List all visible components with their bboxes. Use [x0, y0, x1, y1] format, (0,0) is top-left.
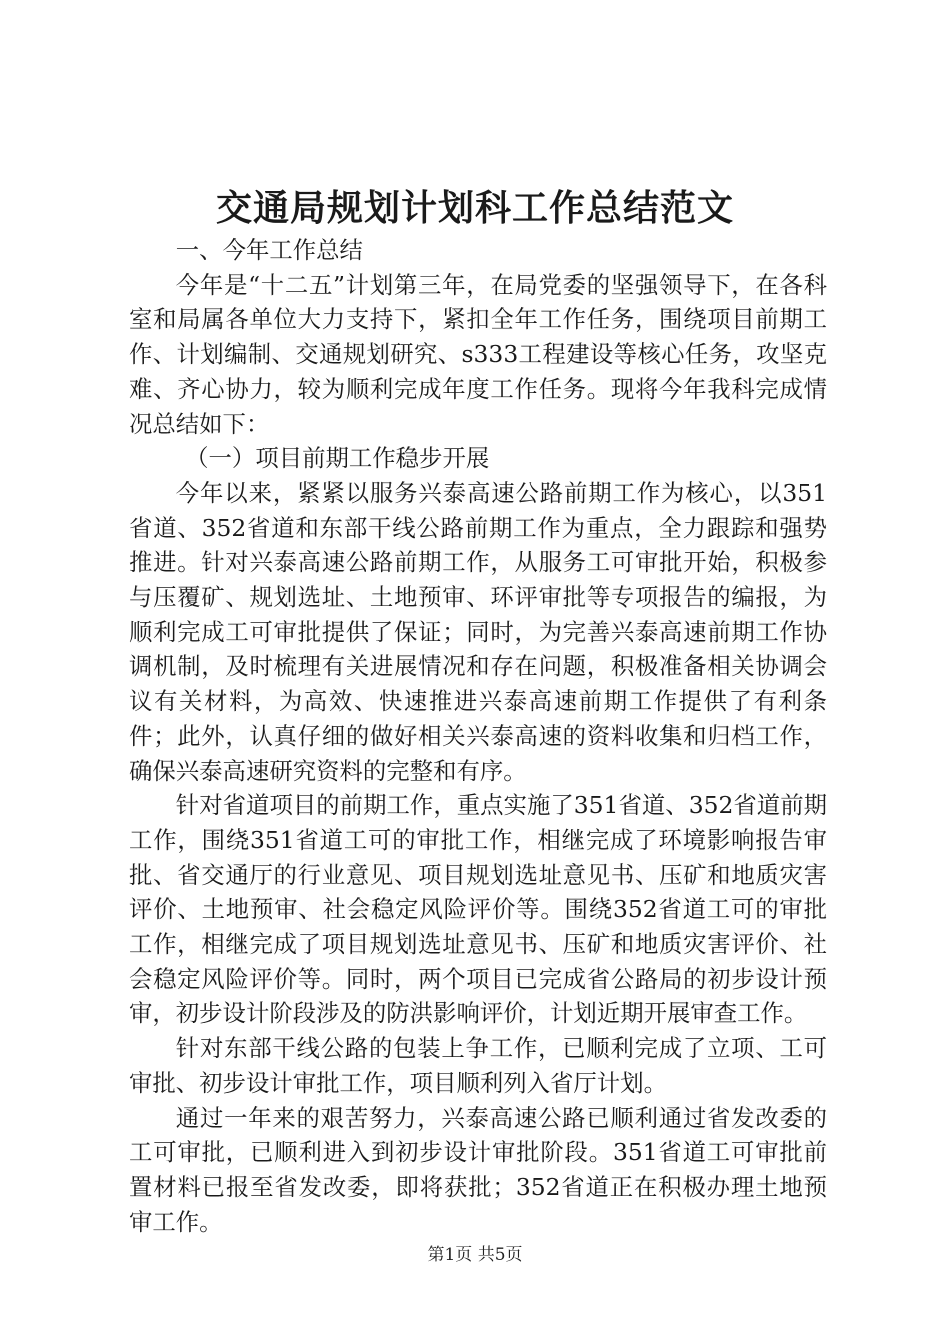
page-number-footer: 第1页 共5页: [427, 1245, 523, 1265]
paragraph: 针对东部干线公路的包装上争工作，已顺利完成了立项、工可审批、初步设计审批工作，项目顺利列入省厅计划。: [129, 1034, 827, 1097]
subsection-heading: （一）项目前期工作稳步开展: [185, 444, 490, 473]
document-body: [129, 233, 827, 1239]
paragraph: 今年以来，紧紧以服务兴泰高速公路前期工作为核心，以351省道、352省道和东部干线公路前期工作为重点，全力跟踪和强势推进。针对兴泰高速公路前期工作，从服务工可审批开始，积极参与压覆矿、规划选址、土地预审、环评审批等专项报告的编报，为顺利完成工可审批提供了保证；同时，为完善兴泰高速前期工作协调机制，及时梳理有关进展情况和存在问题，积极准备相关协调会议有关材料，为高效、快速推进兴泰高速前期工作提供了有利条件；此外，认真仔细的做好相关兴泰高速的资料收集和归档工作，确保兴泰高速研究资料的完整和有序。: [129, 478, 827, 785]
section-heading: 一、今年工作总结: [175, 236, 363, 264]
paragraph: 今年是“十二五”计划第三年，在局党委的坚强领导下，在各科室和局属各单位大力支持下，紧扣全年工作任务，围绕项目前期工作、计划编制、交通规划研究、s333工程建设等核心任务，攻坚克难、齐心协力，较为顺利完成年度工作任务。现将今年我科完成情况总结如下：: [129, 270, 827, 438]
paragraph: 通过一年来的艰苦努力，兴泰高速公路已顺利通过省发改委的工可审批，已顺利进入到初步设计审批阶段。351省道工可审批前置材料已报至省发改委，即将获批；352省道正在积极办理土地预审工作。: [129, 1103, 827, 1236]
document-title: 交通局规划计划科工作总结范文: [215, 187, 734, 229]
paragraph: 针对省道项目的前期工作，重点实施了351省道、352省道前期工作，围绕351省道工可的审批工作，相继完成了环境影响报告审批、省交通厅的行业意见、项目规划选址意见书、压矿和地质灾害评价、土地预审、社会稳定风险评价等。围绕352省道工可的审批工作，相继完成了项目规划选址意见书、压矿和地质灾害评价、社会稳定风险评价等。同时，两个项目已完成省公路局的初步设计预审，初步设计阶段涉及的防洪影响评价，计划近期开展审查工作。: [129, 791, 827, 1028]
